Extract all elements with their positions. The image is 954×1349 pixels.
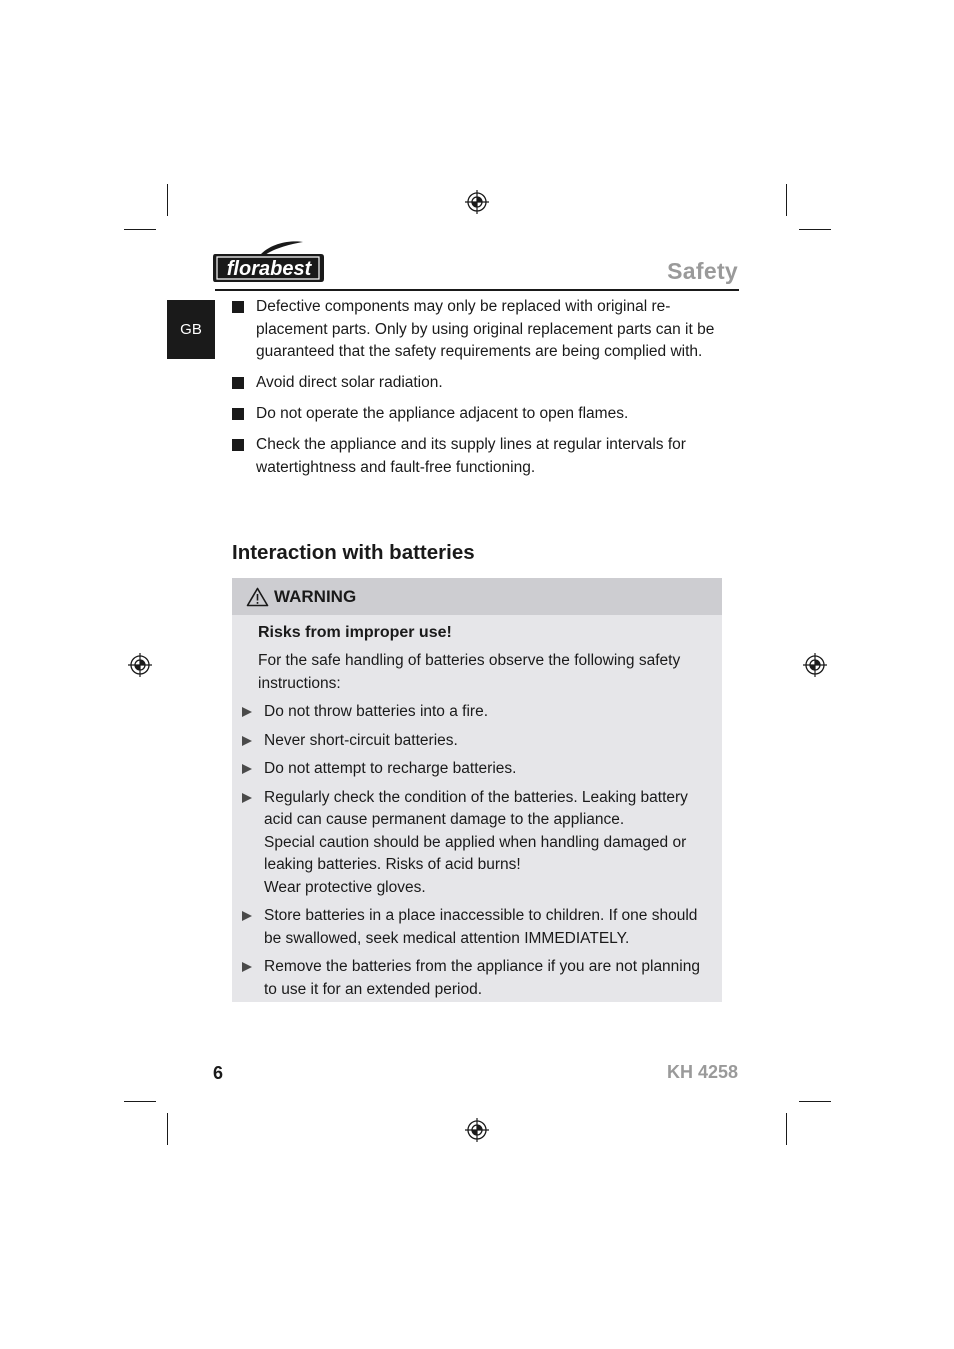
crop-mark: [786, 184, 787, 216]
bullet-text: Do not operate the appliance adjacent to open flames.: [256, 405, 629, 422]
list-item: [258, 758, 708, 781]
registration-mark-icon: [465, 190, 489, 214]
warning-intro: For the safe handling of batteries observe the following safety instructions:: [258, 652, 681, 692]
square-bullet-icon: [232, 439, 244, 451]
header-rule: [215, 289, 739, 291]
list-item: [232, 403, 722, 426]
crop-mark: [786, 1113, 787, 1145]
item-text: Do not attempt to recharge batteries.: [264, 760, 517, 777]
list-item: [232, 296, 722, 364]
language-tab: GB: [167, 300, 215, 359]
warning-label: WARNING: [274, 586, 357, 606]
item-text: Wear protective gloves.: [264, 878, 426, 896]
section-title: Safety: [667, 258, 738, 284]
item-text: Regularly check the condition of the batteries. Leaking battery acid can cause permanent damage to the appliance.: [264, 788, 688, 828]
bullet-text: Check the appliance and its supply lines at regular intervals for watertightness and fault-free functioning.: [256, 436, 686, 476]
page-number: 6: [213, 1063, 224, 1083]
arrow-bullet-icon: [242, 707, 252, 717]
square-bullet-icon: [232, 301, 244, 313]
list-item: [258, 730, 708, 753]
list-item: [232, 372, 722, 395]
crop-mark: [167, 1113, 168, 1145]
battery-instruction-list: [242, 701, 708, 1001]
item-text: Never short-circuit batteries.: [264, 731, 458, 749]
florabest-logo: [213, 240, 325, 284]
model-number: KH 4258: [666, 1062, 738, 1082]
battery-section-heading: Interaction with batteries: [232, 541, 475, 564]
arrow-bullet-icon: [242, 764, 252, 774]
registration-mark-icon: [128, 653, 152, 677]
crop-mark: [167, 184, 168, 216]
crop-mark: [124, 229, 156, 230]
arrow-bullet-icon: [242, 793, 252, 803]
bullet-text: Defective components may only be replaced with original re-placement parts. Only by using original replacement parts can it be guaranteed that the safety requirements are being complied with.: [256, 298, 715, 360]
square-bullet-icon: [232, 377, 244, 389]
square-bullet-icon: [232, 408, 244, 420]
crop-mark: [799, 229, 831, 230]
crop-mark: [799, 1101, 831, 1102]
list-item: [258, 905, 708, 950]
list-item: [258, 956, 708, 1001]
list-item: [258, 787, 708, 900]
arrow-bullet-icon: [242, 911, 252, 921]
item-text: Store batteries in a place inaccessible to children. If one should be swallowed, seek medical attention IMMEDIATELY.: [264, 907, 698, 947]
arrow-bullet-icon: [242, 736, 252, 746]
crop-mark: [124, 1101, 156, 1102]
warning-box: [232, 578, 722, 1002]
safety-bullet-list: [232, 296, 722, 488]
warning-triangle-icon: [246, 587, 269, 607]
list-item: [258, 701, 708, 724]
arrow-bullet-icon: [242, 962, 252, 972]
item-text: Special caution should be applied when handling damaged or leaking batteries. Risks of acid burns!: [264, 833, 687, 873]
warning-header: [232, 578, 722, 615]
warning-body: [232, 622, 722, 1001]
item-text: Remove the batteries from the appliance if you are not planning to use it for an extended period.: [264, 958, 700, 998]
registration-mark-icon: [465, 1118, 489, 1142]
bullet-text: Avoid direct solar radiation.: [256, 374, 443, 391]
brand-name: florabest: [226, 258, 312, 280]
registration-mark-icon: [803, 653, 827, 677]
item-text: Do not throw batteries into a fire.: [264, 703, 489, 720]
list-item: [232, 434, 722, 479]
risk-title: Risks from improper use!: [258, 624, 452, 641]
